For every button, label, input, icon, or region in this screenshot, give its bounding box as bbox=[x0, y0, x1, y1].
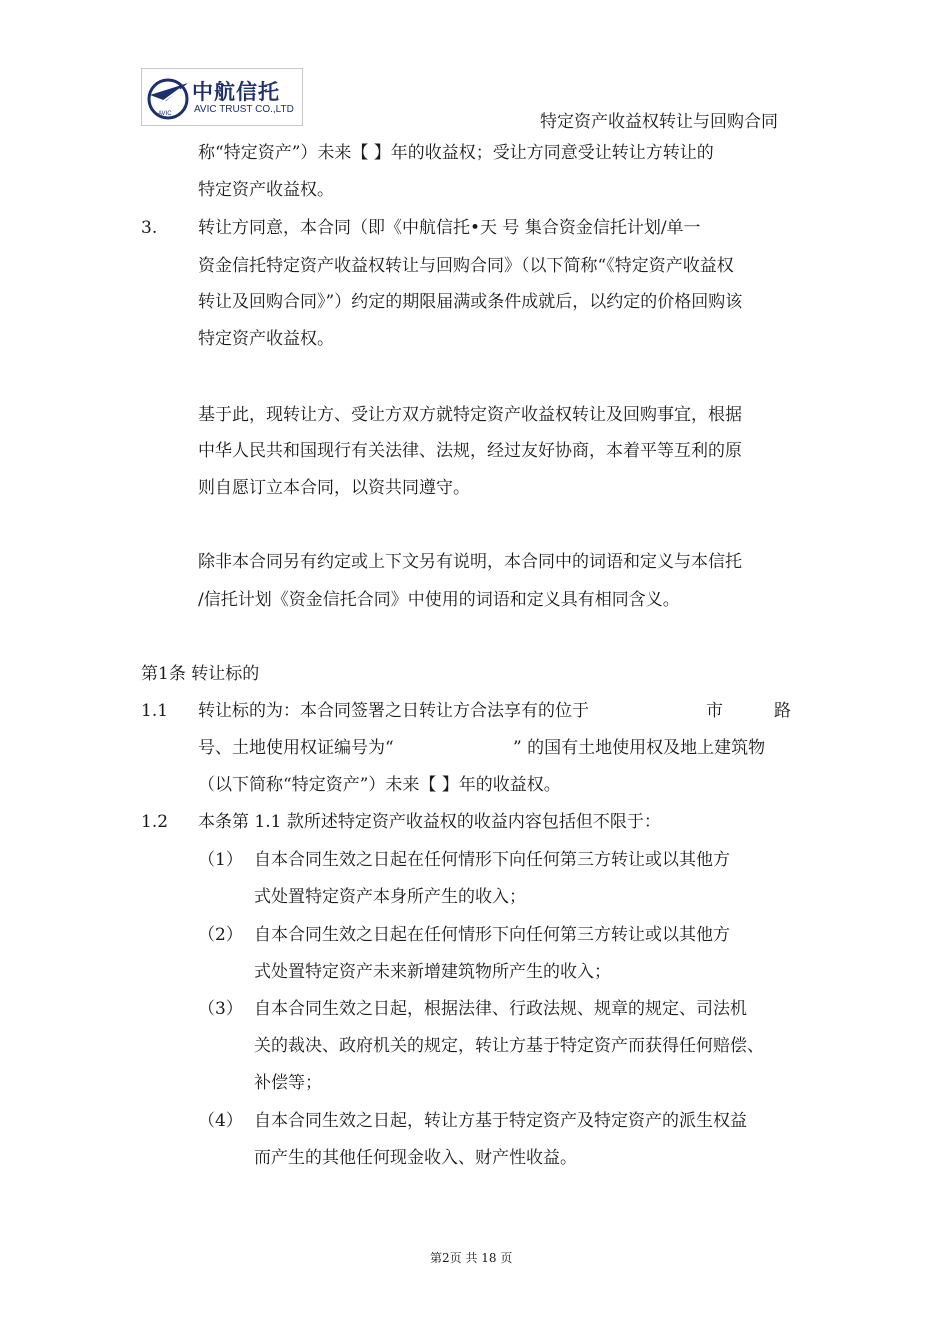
text-line: 基于此，现转让方、受让方双方就特定资产收益权转让及回购事宜，根据 bbox=[198, 405, 742, 425]
text-line: 转让标的为：本合同签署之日转让方合法享有的位于 bbox=[198, 701, 589, 721]
text-line: 自本合同生效之日起，转让方基于特定资产及特定资产的派生权益 bbox=[254, 1111, 747, 1131]
text-line: 特定资产收益权。 bbox=[198, 180, 334, 200]
text-line: 转让及回购合同》”）约定的期限届满或条件成就后，以约定的价格回购该 bbox=[198, 292, 743, 312]
text-line: 式处置特定资产未来新增建筑物所产生的收入； bbox=[254, 962, 611, 982]
item-number: （3） bbox=[198, 999, 243, 1019]
page-footer: 第2页 共 18 页 bbox=[430, 1251, 513, 1265]
logo-subtitle: AVIC TRUST CO.,LTD bbox=[194, 104, 294, 115]
plane-emblem-icon bbox=[144, 71, 192, 125]
text-line: 式处置特定资产本身所产生的收入； bbox=[254, 887, 526, 907]
emblem-text: AVIC bbox=[158, 111, 172, 117]
text-line: 称“特定资产”）未来【 】年的收益权；受让方同意受让转让方转让的 bbox=[198, 143, 714, 163]
text-line: 自本合同生效之日起，根据法律、行政法规、规章的规定、司法机 bbox=[254, 999, 747, 1019]
text-line: 转让方同意，本合同（即《中航信托•天 号 集合资金信托计划/单一 bbox=[198, 218, 701, 238]
text-line: 则自愿订立本合同，以资共同遵守。 bbox=[198, 478, 470, 498]
blank-road-label: 路 bbox=[774, 701, 791, 721]
text-line: 自本合同生效之日起在任何情形下向任何第三方转让或以其他方 bbox=[254, 850, 730, 870]
article-heading: 第1条 转让标的 bbox=[141, 664, 260, 684]
item-number: （1） bbox=[198, 850, 243, 870]
text-line: 中华人民共和国现行有关法律、法规，经过友好协商，本着平等互利的原 bbox=[198, 441, 742, 461]
company-logo bbox=[141, 68, 303, 126]
blank-city-label: 市 bbox=[706, 701, 723, 721]
text-line: 号、土地使用权证编号为“ bbox=[198, 738, 394, 758]
text-line: ” 的国有土地使用权及地上建筑物 bbox=[513, 738, 766, 758]
text-line: 除非本合同另有约定或上下文另有说明，本合同中的词语和定义与本信托 bbox=[198, 552, 742, 572]
item-number: （4） bbox=[198, 1111, 243, 1131]
item-number: （2） bbox=[198, 925, 243, 945]
clause-number: 1.1 bbox=[141, 701, 169, 721]
text-line: 关的裁决、政府机关的规定，转让方基于特定资产而获得任何赔偿、 bbox=[254, 1036, 764, 1056]
text-line: 特定资产收益权。 bbox=[198, 329, 334, 349]
document-header-title: 特定资产收益权转让与回购合同 bbox=[540, 112, 778, 132]
text-line: /信托计划《资金信托合同》中使用的词语和定义具有相同含义。 bbox=[198, 590, 680, 610]
clause-number: 3. bbox=[141, 218, 158, 238]
logo-name: 中航信托 bbox=[192, 80, 280, 104]
text-line: 补偿等； bbox=[254, 1073, 322, 1093]
text-line: 自本合同生效之日起在任何情形下向任何第三方转让或以其他方 bbox=[254, 925, 730, 945]
clause-number: 1.2 bbox=[141, 812, 169, 832]
text-line: 本条第 1.1 款所述特定资产收益权的收益内容包括但不限于： bbox=[198, 812, 661, 832]
text-line: 而产生的其他任何现金收入、财产性收益。 bbox=[254, 1148, 577, 1168]
text-line: （以下简称“特定资产”）未来【 】年的收益权。 bbox=[198, 775, 561, 795]
text-line: 资金信托特定资产收益权转让与回购合同》（以下简称“《特定资产收益权 bbox=[198, 256, 734, 276]
